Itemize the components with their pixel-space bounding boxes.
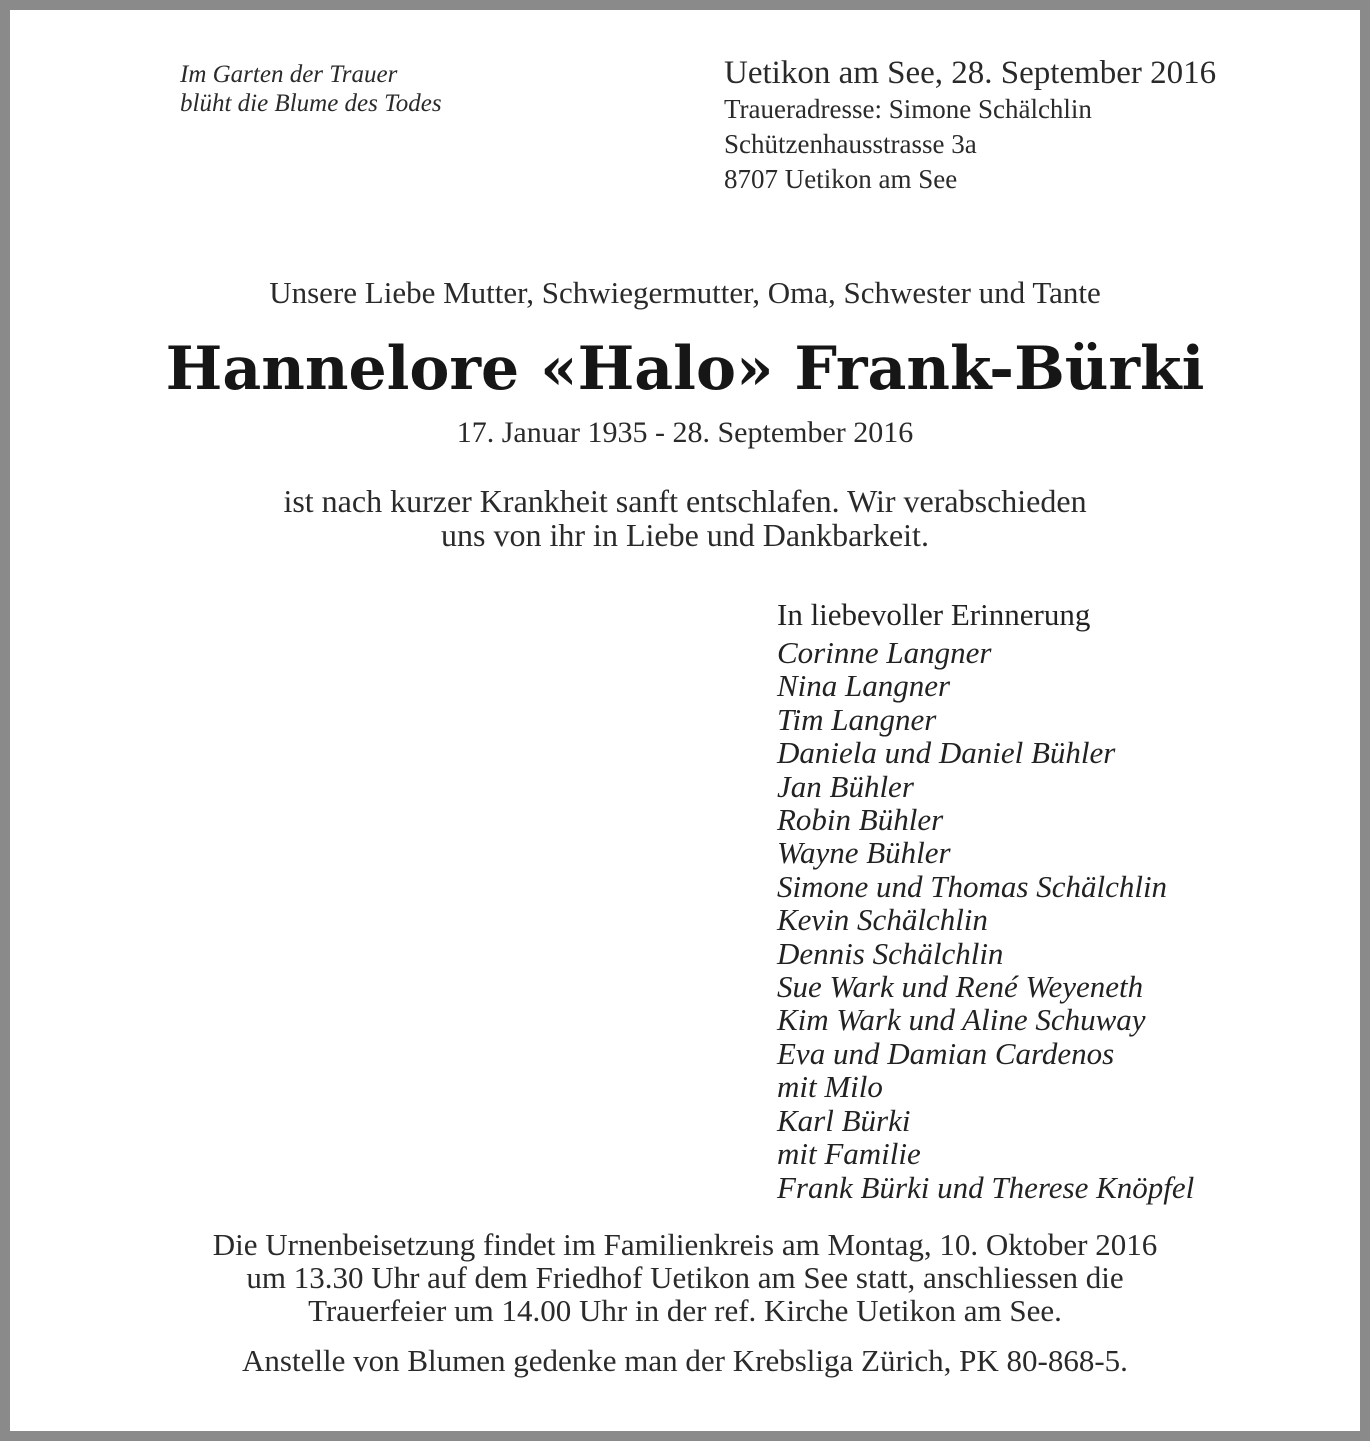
- mourner-name: Sue Wark und René Weyeneth: [777, 969, 1144, 1005]
- mourner-name: Wayne Bühler: [777, 835, 951, 871]
- mourner-name: Eva und Damian Cardenos: [777, 1035, 1115, 1071]
- deceased-name: Hannelore «Halo» Frank-Bürki: [165, 334, 1205, 404]
- mourner-name: Daniela und Daniel Bühler: [777, 735, 1116, 771]
- mourner-name: Karl Bürki: [777, 1102, 911, 1138]
- donation-note: Anstelle von Blumen gedenke man der Krebsliga Zürich, PK 80-868-5.: [242, 1343, 1128, 1378]
- mourners-block: [777, 594, 1194, 1204]
- mourner-name: Kevin Schälchlin: [777, 902, 988, 938]
- obituary-page: [10, 10, 1360, 1431]
- mourner-name: Nina Langner: [777, 668, 951, 704]
- funeral-announcement: [10, 1228, 1360, 1327]
- farewell-message: [10, 484, 1360, 552]
- mourners-heading: In liebevoller Erinnerung: [777, 597, 1091, 632]
- motto-line: Im Garten der Trauer: [180, 61, 398, 88]
- mourning-address-block: [724, 54, 1216, 197]
- mourner-name: Tim Langner: [777, 701, 937, 737]
- mourner-name: Robin Bühler: [777, 802, 944, 838]
- funeral-line: Die Urnenbeisetzung findet im Familienkreis am Montag, 10. Oktober 2016: [212, 1227, 1158, 1262]
- mourner-name: Kim Wark und Aline Schuway: [777, 1002, 1146, 1038]
- funeral-line: um 13.30 Uhr auf dem Friedhof Uetikon am See statt, anschliessen die: [246, 1260, 1124, 1295]
- address-line: Traueradresse: Simone Schälchlin: [724, 94, 1092, 124]
- mourner-name: Jan Bühler: [777, 768, 914, 804]
- mourner-name: Dennis Schälchlin: [777, 935, 1004, 971]
- funeral-line: Trauerfeier um 14.00 Uhr in der ref. Kirche Uetikon am See.: [308, 1293, 1062, 1328]
- address-line: Schützenhausstrasse 3a: [724, 129, 977, 159]
- place-date: Uetikon am See, 28. September 2016: [724, 55, 1217, 91]
- message-line: uns von ihr in Liebe und Dankbarkeit.: [441, 517, 929, 553]
- motto-line: blüht die Blume des Todes: [180, 90, 442, 117]
- relation-line: Unsere Liebe Mutter, Schwiegermutter, Oma, Schwester und Tante: [269, 275, 1101, 310]
- message-line: ist nach kurzer Krankheit sanft entschlafen. Wir verabschieden: [283, 483, 1087, 519]
- mourner-name: Simone und Thomas Schälchlin: [777, 868, 1168, 904]
- life-dates: 17. Januar 1935 - 28. September 2016: [456, 416, 914, 449]
- mourner-name: mit Milo: [777, 1069, 883, 1105]
- address-line: 8707 Uetikon am See: [724, 164, 958, 194]
- motto-quote: [180, 60, 442, 118]
- mourner-name: Corinne Langner: [777, 635, 992, 670]
- mourner-name: mit Familie: [777, 1136, 921, 1172]
- mourner-name: Frank Bürki und Therese Knöpfel: [777, 1169, 1195, 1205]
